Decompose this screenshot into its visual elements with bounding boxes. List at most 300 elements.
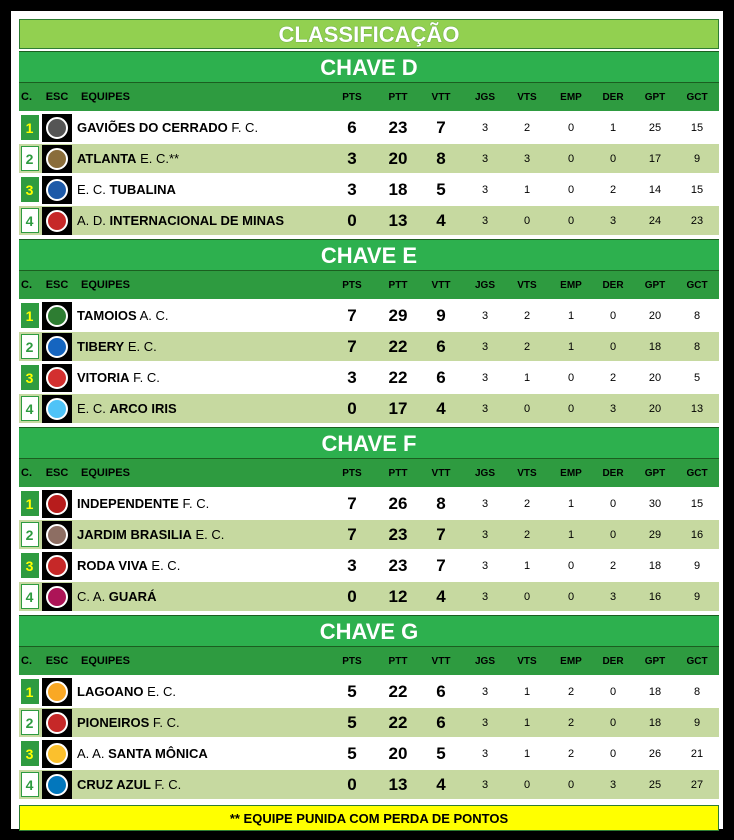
ptt-value: 18 [388, 179, 408, 199]
team-suffix: E. C.** [136, 151, 180, 166]
emp-value: 2 [567, 747, 575, 760]
position-number: 4 [21, 208, 39, 233]
team-name [77, 332, 327, 361]
groups-container [19, 51, 719, 801]
der-value: 0 [609, 747, 617, 760]
crest-cell [41, 708, 73, 737]
gct-value: 5 [693, 371, 701, 384]
gct-value: 15 [690, 497, 704, 510]
crest-frame [42, 678, 72, 706]
team-name [77, 739, 327, 768]
jgs-value: 3 [481, 121, 489, 134]
gpt-value: 25 [648, 778, 662, 791]
header-der: DER [602, 279, 624, 291]
atlanta-crest-icon [46, 148, 68, 170]
vts-value: 1 [523, 685, 531, 698]
emp-value: 0 [567, 402, 575, 415]
header-gpt: GPT [644, 279, 666, 291]
position-cell [19, 708, 40, 737]
header-pts: PTS [342, 655, 362, 667]
position-number: 4 [21, 396, 39, 421]
crest-frame [42, 207, 72, 235]
standings-frame [11, 11, 723, 829]
team-name [77, 175, 327, 204]
ptt-value: 22 [388, 367, 408, 387]
header-pts: PTS [342, 467, 362, 479]
gpt-value: 18 [648, 340, 662, 353]
header-team: EQUIPES [81, 91, 130, 103]
pts-value: 7 [347, 493, 357, 513]
crest-cell [41, 489, 73, 518]
crest-cell [41, 144, 73, 173]
emp-value: 0 [567, 559, 575, 572]
ptt-value: 22 [388, 712, 408, 732]
der-value: 0 [609, 528, 617, 541]
header-pts: PTS [342, 91, 362, 103]
team-name-bold: PIONEIROS [77, 715, 150, 730]
team-suffix: F. C. [227, 120, 259, 135]
team-name-bold: ARCO IRIS [109, 401, 177, 416]
table-row [19, 551, 719, 582]
crest-frame [42, 709, 72, 737]
table-row [19, 394, 719, 425]
vts-value: 0 [523, 590, 531, 603]
vtt-value: 4 [436, 210, 446, 230]
pts-value: 3 [347, 555, 357, 575]
header-gct: GCT [686, 91, 708, 103]
position-number: 1 [21, 491, 39, 516]
team-prefix: E. C. [77, 182, 110, 197]
crest-cell [41, 175, 73, 204]
header-vts: VTS [517, 655, 537, 667]
gpt-value: 25 [648, 121, 662, 134]
header-jgs: JGS [474, 91, 495, 103]
independente-crest-icon [46, 493, 68, 515]
gpt-value: 30 [648, 497, 662, 510]
team-name [77, 677, 327, 706]
gpt-value: 29 [648, 528, 662, 541]
gct-value: 9 [693, 716, 701, 729]
vts-value: 2 [523, 528, 531, 541]
ptt-value: 13 [388, 774, 408, 794]
team-name-bold: VITORIA [77, 370, 130, 385]
header-gpt: GPT [644, 467, 666, 479]
jgs-value: 3 [481, 309, 489, 322]
table-header-row [19, 271, 719, 301]
page-title: CLASSIFICAÇÃO [19, 19, 719, 49]
table-row [19, 175, 719, 206]
jgs-value: 3 [481, 402, 489, 415]
position-cell [19, 551, 40, 580]
position-cell [19, 520, 40, 549]
crest-frame [42, 583, 72, 611]
der-value: 0 [609, 716, 617, 729]
team-suffix: F. C. [178, 496, 210, 511]
vts-value: 1 [523, 371, 531, 384]
table-row [19, 301, 719, 332]
emp-value: 1 [567, 340, 575, 353]
vtt-value: 9 [436, 305, 446, 325]
position-number: 4 [21, 584, 39, 609]
emp-value: 0 [567, 778, 575, 791]
tibery-crest-icon [46, 336, 68, 358]
jgs-value: 3 [481, 214, 489, 227]
emp-value: 1 [567, 309, 575, 322]
gct-value: 23 [690, 214, 704, 227]
der-value: 1 [609, 121, 617, 134]
gct-value: 27 [690, 778, 704, 791]
team-name-bold: JARDIM BRASILIA [77, 527, 192, 542]
group-table [19, 427, 719, 613]
team-name-bold: TAMOIOS [77, 308, 137, 323]
position-number: 2 [21, 522, 39, 547]
crest-cell [41, 363, 73, 392]
vtt-value: 7 [436, 524, 446, 544]
team-name-bold: CRUZ AZUL [77, 777, 151, 792]
gct-value: 21 [690, 747, 704, 760]
arco-iris-crest-icon [46, 398, 68, 420]
team-prefix: A. D. [77, 213, 110, 228]
vts-value: 2 [523, 309, 531, 322]
gpt-value: 16 [648, 590, 662, 603]
der-value: 2 [609, 371, 617, 384]
vtt-value: 8 [436, 493, 446, 513]
gpt-value: 20 [648, 309, 662, 322]
header-vts: VTS [517, 91, 537, 103]
vtt-value: 6 [436, 367, 446, 387]
ptt-value: 23 [388, 117, 408, 137]
position-cell [19, 144, 40, 173]
header-pos: C. [21, 655, 32, 667]
team-name-bold: TUBALINA [109, 182, 176, 197]
team-name [77, 301, 327, 330]
der-value: 0 [609, 340, 617, 353]
ptt-value: 23 [388, 524, 408, 544]
team-prefix: E. C. [77, 401, 110, 416]
crest-frame [42, 176, 72, 204]
gct-value: 16 [690, 528, 704, 541]
hawk-crest-icon [46, 117, 68, 139]
gpt-value: 26 [648, 747, 662, 760]
vtt-value: 7 [436, 555, 446, 575]
emp-value: 2 [567, 716, 575, 729]
team-prefix: C. A. [77, 589, 109, 604]
vts-value: 0 [523, 402, 531, 415]
internacional-crest-icon [46, 210, 68, 232]
gpt-value: 18 [648, 685, 662, 698]
table-header-row [19, 459, 719, 489]
ptt-value: 13 [388, 210, 408, 230]
footer-note: ** EQUIPE PUNIDA COM PERDA DE PONTOS [19, 805, 719, 831]
position-cell [19, 301, 40, 330]
gct-value: 8 [693, 309, 701, 322]
position-cell [19, 113, 40, 142]
ptt-value: 22 [388, 336, 408, 356]
header-vtt: VTT [431, 655, 451, 667]
position-number: 3 [21, 741, 39, 766]
gct-value: 8 [693, 340, 701, 353]
table-row [19, 677, 719, 708]
header-vtt: VTT [431, 467, 451, 479]
team-name-bold: INTERNACIONAL DE MINAS [109, 213, 285, 228]
header-der: DER [602, 467, 624, 479]
emp-value: 1 [567, 497, 575, 510]
pts-value: 7 [347, 336, 357, 356]
position-number: 2 [21, 710, 39, 735]
pts-value: 0 [347, 586, 357, 606]
vtt-value: 4 [436, 398, 446, 418]
team-name-bold: INDEPENDENTE [77, 496, 179, 511]
vitoria-crest-icon [46, 367, 68, 389]
header-jgs: JGS [474, 467, 495, 479]
jgs-value: 3 [481, 497, 489, 510]
gpt-value: 18 [648, 559, 662, 572]
pioneiros-crest-icon [46, 712, 68, 734]
crest-cell [41, 739, 73, 768]
jgs-value: 3 [481, 747, 489, 760]
crest-cell [41, 332, 73, 361]
team-name [77, 520, 327, 549]
ptt-value: 26 [388, 493, 408, 513]
header-vtt: VTT [431, 279, 451, 291]
emp-value: 0 [567, 152, 575, 165]
pts-value: 5 [347, 681, 357, 701]
header-emp: EMP [560, 467, 582, 479]
standings-container [19, 19, 719, 831]
vts-value: 1 [523, 716, 531, 729]
crest-frame [42, 114, 72, 142]
header-jgs: JGS [474, 655, 495, 667]
jardim-brasilia-crest-icon [46, 524, 68, 546]
crest-frame [42, 364, 72, 392]
header-emp: EMP [560, 279, 582, 291]
crest-frame [42, 740, 72, 768]
vts-value: 0 [523, 214, 531, 227]
position-cell [19, 677, 40, 706]
team-suffix: E. C. [191, 527, 225, 542]
team-suffix: F. C. [149, 715, 180, 730]
header-ptt: PTT [388, 279, 408, 291]
position-number: 3 [21, 553, 39, 578]
position-number: 2 [21, 334, 39, 359]
header-pos: C. [21, 467, 32, 479]
jgs-value: 3 [481, 716, 489, 729]
vts-value: 2 [523, 121, 531, 134]
team-name-bold: GAVIÕES DO CERRADO [77, 120, 228, 135]
team-suffix: A. C. [136, 308, 169, 323]
crest-frame [42, 771, 72, 799]
vtt-value: 4 [436, 586, 446, 606]
vtt-value: 4 [436, 774, 446, 794]
ptt-value: 12 [388, 586, 408, 606]
position-cell [19, 489, 40, 518]
header-der: DER [602, 655, 624, 667]
header-esc: ESC [45, 279, 69, 291]
table-row [19, 582, 719, 613]
header-emp: EMP [560, 91, 582, 103]
position-number: 1 [21, 115, 39, 140]
vts-value: 1 [523, 747, 531, 760]
crest-cell [41, 394, 73, 423]
header-gct: GCT [686, 655, 708, 667]
table-row [19, 770, 719, 801]
pts-value: 7 [347, 305, 357, 325]
header-pts: PTS [342, 279, 362, 291]
jgs-value: 3 [481, 183, 489, 196]
ptt-value: 29 [388, 305, 408, 325]
crest-frame [42, 552, 72, 580]
gct-value: 9 [693, 590, 701, 603]
der-value: 0 [609, 152, 617, 165]
table-row [19, 489, 719, 520]
roda-viva-crest-icon [46, 555, 68, 577]
crest-frame [42, 395, 72, 423]
header-gpt: GPT [644, 655, 666, 667]
team-suffix: E. C. [124, 339, 157, 354]
position-number: 3 [21, 177, 39, 202]
der-value: 2 [609, 183, 617, 196]
team-name [77, 363, 327, 392]
team-name [77, 206, 327, 235]
team-name [77, 551, 327, 580]
crest-frame [42, 333, 72, 361]
table-row [19, 332, 719, 363]
vtt-value: 6 [436, 336, 446, 356]
emp-value: 0 [567, 183, 575, 196]
header-esc: ESC [45, 467, 69, 479]
jgs-value: 3 [481, 528, 489, 541]
team-suffix: E. C. [143, 684, 176, 699]
pts-value: 3 [347, 179, 357, 199]
team-name-bold: GUARÁ [108, 589, 157, 604]
vts-value: 2 [523, 497, 531, 510]
pts-value: 3 [347, 367, 357, 387]
team-name [77, 770, 327, 799]
position-cell [19, 739, 40, 768]
header-team: EQUIPES [81, 655, 130, 667]
der-value: 3 [609, 778, 617, 791]
der-value: 0 [609, 685, 617, 698]
jgs-value: 3 [481, 371, 489, 384]
position-number: 2 [21, 146, 39, 171]
emp-value: 1 [567, 528, 575, 541]
tubalina-crest-icon [46, 179, 68, 201]
position-cell [19, 206, 40, 235]
group-table [19, 615, 719, 801]
header-ptt: PTT [388, 655, 408, 667]
lagoano-crest-icon [46, 681, 68, 703]
emp-value: 0 [567, 214, 575, 227]
vtt-value: 8 [436, 148, 446, 168]
der-value: 2 [609, 559, 617, 572]
header-jgs: JGS [474, 279, 495, 291]
pts-value: 0 [347, 774, 357, 794]
ptt-value: 17 [388, 398, 408, 418]
header-team: EQUIPES [81, 279, 130, 291]
gct-value: 15 [690, 121, 704, 134]
table-row [19, 708, 719, 739]
crest-frame [42, 145, 72, 173]
header-vtt: VTT [431, 91, 451, 103]
position-number: 1 [21, 303, 39, 328]
vtt-value: 6 [436, 681, 446, 701]
crest-cell [41, 582, 73, 611]
header-pos: C. [21, 279, 32, 291]
vts-value: 0 [523, 778, 531, 791]
header-ptt: PTT [388, 91, 408, 103]
position-number: 4 [21, 772, 39, 797]
gct-value: 8 [693, 685, 701, 698]
header-team: EQUIPES [81, 467, 130, 479]
crest-frame [42, 490, 72, 518]
team-name [77, 708, 327, 737]
table-row [19, 739, 719, 770]
gpt-value: 20 [648, 371, 662, 384]
position-cell [19, 770, 40, 799]
team-name-bold: LAGOANO [77, 684, 144, 699]
group-title: CHAVE G [19, 615, 719, 647]
group-table [19, 51, 719, 237]
der-value: 0 [609, 497, 617, 510]
header-gpt: GPT [644, 91, 666, 103]
gpt-value: 14 [648, 183, 662, 196]
jgs-value: 3 [481, 778, 489, 791]
position-number: 3 [21, 365, 39, 390]
header-ptt: PTT [388, 467, 408, 479]
header-gct: GCT [686, 279, 708, 291]
crest-cell [41, 301, 73, 330]
pts-value: 0 [347, 398, 357, 418]
pts-value: 3 [347, 148, 357, 168]
gct-value: 9 [693, 152, 701, 165]
tamoios-crest-icon [46, 305, 68, 327]
vts-value: 3 [523, 152, 531, 165]
group-table [19, 239, 719, 425]
santa-monica-crest-icon [46, 743, 68, 765]
vts-value: 2 [523, 340, 531, 353]
der-value: 3 [609, 590, 617, 603]
guara-crest-icon [46, 586, 68, 608]
team-prefix: A. A. [77, 746, 109, 761]
emp-value: 0 [567, 371, 575, 384]
table-row [19, 113, 719, 144]
jgs-value: 3 [481, 340, 489, 353]
table-row [19, 520, 719, 551]
team-name [77, 582, 327, 611]
crest-cell [41, 551, 73, 580]
cruz-azul-crest-icon [46, 774, 68, 796]
team-suffix: F. C. [150, 777, 182, 792]
emp-value: 2 [567, 685, 575, 698]
group-title: CHAVE E [19, 239, 719, 271]
vtt-value: 5 [436, 179, 446, 199]
pts-value: 0 [347, 210, 357, 230]
position-cell [19, 582, 40, 611]
emp-value: 0 [567, 590, 575, 603]
gct-value: 15 [690, 183, 704, 196]
table-header-row [19, 83, 719, 113]
team-suffix: F. C. [129, 370, 160, 385]
gpt-value: 20 [648, 402, 662, 415]
jgs-value: 3 [481, 685, 489, 698]
header-vts: VTS [517, 467, 537, 479]
table-header-row [19, 647, 719, 677]
header-esc: ESC [45, 655, 69, 667]
jgs-value: 3 [481, 152, 489, 165]
vts-value: 1 [523, 183, 531, 196]
ptt-value: 22 [388, 681, 408, 701]
position-cell [19, 363, 40, 392]
